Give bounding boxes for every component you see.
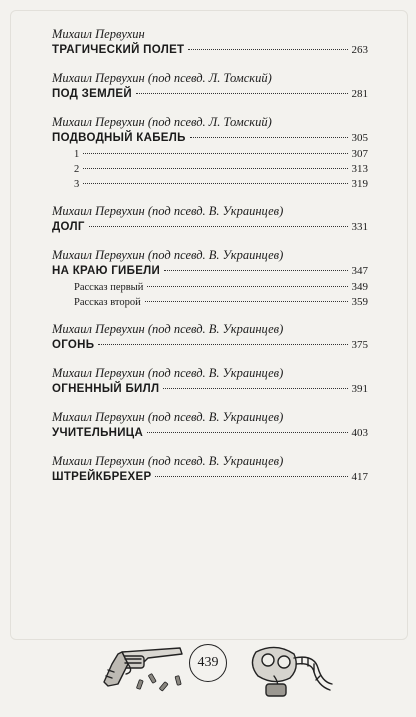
entry-title: ДОЛГ bbox=[52, 221, 85, 233]
entry-title-row bbox=[52, 263, 368, 280]
leader-dots bbox=[83, 153, 347, 154]
sub-entry-page-number: 307 bbox=[351, 148, 368, 160]
sub-entry-row bbox=[52, 162, 368, 177]
entry-author: Михаил Первухин bbox=[52, 27, 145, 41]
toc-entry bbox=[52, 453, 368, 486]
entry-page-number: 281 bbox=[351, 88, 368, 100]
leader-dots bbox=[136, 93, 348, 94]
sub-entry-label: 2 bbox=[74, 164, 80, 175]
entry-title-row bbox=[52, 425, 368, 442]
sub-entry-row bbox=[52, 147, 368, 162]
sub-entry-page-number: 319 bbox=[351, 178, 368, 190]
sub-entry-row bbox=[52, 295, 368, 310]
toc-entry bbox=[52, 203, 368, 236]
leader-dots bbox=[163, 388, 347, 389]
entry-title-row bbox=[52, 42, 368, 59]
leader-dots bbox=[83, 168, 347, 169]
entry-title: ОГНЕННЫЙ БИЛЛ bbox=[52, 383, 160, 395]
toc-entry bbox=[52, 365, 368, 398]
entry-title-row bbox=[52, 469, 368, 486]
entry-author: Михаил Первухин (под псевд. В. Украинцев) bbox=[52, 204, 284, 218]
entry-page-number: 375 bbox=[351, 339, 368, 351]
entry-title: ШТРЕЙКБРЕХЕР bbox=[52, 471, 152, 483]
entry-author: Михаил Первухин (под псевд. В. Украинцев) bbox=[52, 248, 284, 262]
entry-title: ПОДВОДНЫЙ КАБЕЛЬ bbox=[52, 132, 186, 144]
entry-page-number: 305 bbox=[351, 132, 368, 144]
leader-dots bbox=[147, 286, 347, 287]
toc-entry bbox=[52, 26, 368, 59]
leader-dots bbox=[145, 301, 348, 302]
entry-page-number: 403 bbox=[351, 427, 368, 439]
page-number-badge bbox=[189, 644, 227, 682]
sub-entry-label: Рассказ второй bbox=[74, 297, 141, 308]
entry-title-row bbox=[52, 130, 368, 147]
entry-page-number: 331 bbox=[351, 221, 368, 233]
entry-author: Михаил Первухин (под псевд. В. Украинцев) bbox=[52, 410, 284, 424]
revolver-icon bbox=[92, 640, 190, 696]
leader-dots bbox=[98, 344, 347, 345]
sub-entry-row bbox=[52, 177, 368, 192]
sub-entry-label: 1 bbox=[74, 149, 80, 160]
sub-entry-page-number: 313 bbox=[351, 163, 368, 175]
entry-page-number: 417 bbox=[351, 471, 368, 483]
entry-page-number: 263 bbox=[351, 44, 368, 56]
leader-dots bbox=[89, 226, 348, 227]
sub-entry-page-number: 359 bbox=[351, 296, 368, 308]
leader-dots bbox=[164, 270, 347, 271]
toc-entry bbox=[52, 247, 368, 310]
gas-mask-icon bbox=[236, 638, 346, 700]
leader-dots bbox=[147, 432, 347, 433]
toc-entry bbox=[52, 321, 368, 354]
entry-author: Михаил Первухин (под псевд. Л. Томский) bbox=[52, 71, 272, 85]
sub-entry-label: 3 bbox=[74, 179, 80, 190]
table-of-contents bbox=[52, 26, 368, 497]
entry-title: ОГОНЬ bbox=[52, 339, 95, 351]
entry-title-row bbox=[52, 86, 368, 103]
entry-title-row bbox=[52, 381, 368, 398]
sub-entry-page-number: 349 bbox=[351, 281, 368, 293]
entry-title: ПОД ЗЕМЛЕЙ bbox=[52, 88, 132, 100]
entry-author: Михаил Первухин (под псевд. Л. Томский) bbox=[52, 115, 272, 129]
leader-dots bbox=[83, 183, 347, 184]
entry-title-row bbox=[52, 219, 368, 236]
toc-entry bbox=[52, 70, 368, 103]
entry-page-number: 347 bbox=[351, 265, 368, 277]
entry-title: НА КРАЮ ГИБЕЛИ bbox=[52, 265, 161, 277]
entry-title-row bbox=[52, 337, 368, 354]
entry-page-number: 391 bbox=[351, 383, 368, 395]
toc-entry bbox=[52, 114, 368, 192]
entry-author: Михаил Первухин (под псевд. В. Украинцев) bbox=[52, 366, 284, 380]
sub-entry-label: Рассказ первый bbox=[74, 282, 144, 293]
leader-dots bbox=[188, 49, 347, 50]
leader-dots bbox=[155, 476, 347, 477]
entry-author: Михаил Первухин (под псевд. В. Украинцев) bbox=[52, 322, 284, 336]
page-number: 439 bbox=[197, 655, 219, 670]
entry-title: УЧИТЕЛЬНИЦА bbox=[52, 427, 144, 439]
toc-entry bbox=[52, 409, 368, 442]
leader-dots bbox=[190, 137, 348, 138]
entry-author: Михаил Первухин (под псевд. В. Украинцев) bbox=[52, 454, 284, 468]
entry-title: ТРАГИЧЕСКИЙ ПОЛЕТ bbox=[52, 44, 185, 56]
page-footer bbox=[0, 630, 416, 717]
sub-entry-row bbox=[52, 280, 368, 295]
